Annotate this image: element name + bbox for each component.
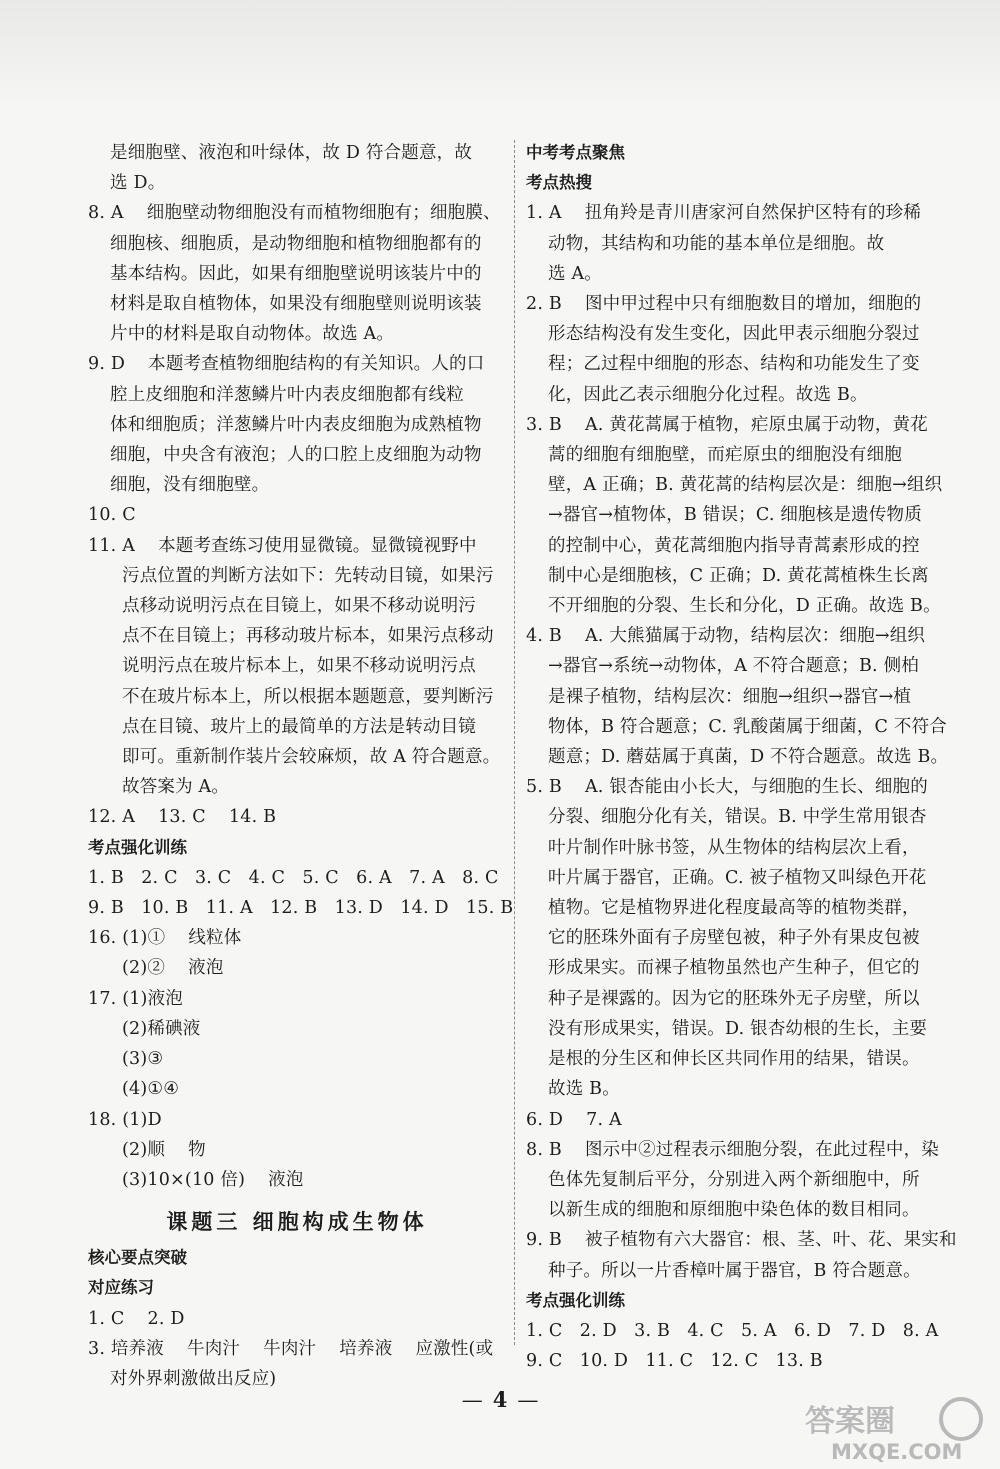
answer-line: 16. (1)① 线粒体 <box>88 928 242 949</box>
answer-line: 壁，A 正确；B. 黄花蒿的结构层次是：细胞→组织 <box>548 475 943 496</box>
section-heading: 考点强化训练 <box>526 1290 625 1310</box>
answer-line: 基本结构。因此，如果有细胞壁说明该装片中的 <box>110 263 482 284</box>
answer-line: 4. B A. 大熊猫属于动物，结构层次：细胞→组织 <box>526 626 926 647</box>
answer-line: 污点位置的判断方法如下：先转动目镜，如果污 <box>122 565 494 586</box>
watermark-logo <box>801 1395 986 1463</box>
answer-line: 种子是裸露的。因为它的胚珠外无子房壁，所以 <box>548 988 920 1009</box>
answer-line: 没有形成果实，错误。D. 银杏幼根的生长，主要 <box>548 1018 928 1039</box>
answer-line: →器官→植物体，B 错误；C. 细胞核是遗传物质 <box>548 505 922 526</box>
answer-line: 9. B 被子植物有六大器官：根、茎、叶、花、果实和 <box>526 1230 957 1251</box>
answer-line: 18. (1)D <box>88 1109 162 1130</box>
answer-line: (3)10×(10 倍) 液泡 <box>122 1169 304 1190</box>
answer-line: 对外界刺激做出反应) <box>110 1368 277 1389</box>
answer-line: 细胞核、细胞质，是动物细胞和植物细胞都有的 <box>110 233 482 254</box>
answer-line: (3)③ <box>122 1049 164 1070</box>
answer-line: 3. 培养液 牛肉汁 牛肉汁 培养液 应激性(或 <box>88 1338 494 1359</box>
answer-line: 6. D 7. A <box>526 1109 622 1130</box>
right-column <box>526 138 957 1376</box>
answer-line: 形成果实。而裸子植物虽然也产生种子，但它的 <box>548 958 920 979</box>
answer-line: 程；乙过程中细胞的形态、结构和功能发生了变 <box>548 354 920 375</box>
watermark-url: MXQE.COM <box>831 1440 963 1463</box>
answer-line: 种子。所以一片香樟叶属于器官，B 符合题意。 <box>548 1260 921 1281</box>
answer-line: →器官→系统→动物体，A 不符合题意；B. 侧柏 <box>548 656 919 677</box>
answer-line: 植物。它是植物界进化程度最高等的植物类群， <box>548 898 920 919</box>
answer-line: 是根的分生区和伸长区共同作用的结果，错误。 <box>548 1049 920 1070</box>
answer-line: 9. D 本题考查植物细胞结构的有关知识。人的口 <box>88 354 485 375</box>
answer-line: 1. B 2. C 3. C 4. C 5. C 6. A 7. A 8. C <box>88 867 499 888</box>
answer-line: 不开细胞的分裂、生长和分化，D 正确。故选 B。 <box>548 596 941 617</box>
answer-line: 10. C <box>88 505 136 526</box>
answer-line: 题意；D. 蘑菇属于真菌，D 不符合题意。故选 B。 <box>548 747 949 768</box>
left-column <box>88 138 514 1394</box>
answer-line: 细胞，没有细胞壁。 <box>110 475 270 496</box>
answer-line: 17. (1)液泡 <box>88 988 183 1009</box>
watermark-seal <box>941 1399 981 1439</box>
answer-line: 片中的材料是取自动物体。故选 A。 <box>110 324 395 345</box>
answer-line: 材料是取自植物体，如果没有细胞壁则说明该装 <box>110 294 482 315</box>
answer-line: 1. A 扭角羚是青川唐家河自然保护区特有的珍稀 <box>526 203 922 224</box>
answer-line: 分裂、细胞分化有关，错误。B. 中学生常用银杏 <box>548 807 927 828</box>
answer-line: 12. A 13. C 14. B <box>88 807 277 828</box>
answer-line: (2)稀碘液 <box>122 1018 201 1039</box>
answer-line: 5. B A. 银杏能由小长大，与细胞的生长、细胞的 <box>526 777 928 798</box>
answer-line: 不在玻片标本上，所以根据本题题意，要判断污 <box>122 686 494 707</box>
answer-line: 8. B 图示中②过程表示细胞分裂，在此过程中，染 <box>526 1139 939 1160</box>
answer-line: 制中心是细胞核，C 正确；D. 黄花蒿植株生长离 <box>548 565 929 586</box>
section-heading: 核心要点突破 <box>88 1248 187 1268</box>
answer-line: (4)①④ <box>122 1079 180 1100</box>
answer-line: 即可。重新制作装片会较麻烦，故 A 符合题意。 <box>122 747 501 768</box>
answer-line: 1. C 2. D <box>88 1308 185 1329</box>
answer-line: 1. C 2. D 3. B 4. C 5. A 6. D 7. D 8. A <box>526 1320 939 1341</box>
answer-line: 3. B A. 黄花蒿属于植物，疟原虫属于动物，黄花 <box>526 414 928 435</box>
answer-line: 故选 B。 <box>548 1079 620 1100</box>
answer-line: 物体，B 符合题意；C. 乳酸菌属于细菌，C 不符合 <box>548 716 947 737</box>
page-number: 4 <box>492 1387 508 1412</box>
answer-line: 11. A 本题考查练习使用显微镜。显微镜视野中 <box>88 535 477 556</box>
answer-line: 腔上皮细胞和洋葱鳞片叶内表皮细胞都有线粒 <box>110 384 464 405</box>
answer-line: 8. A 细胞壁动物细胞没有而植物细胞有；细胞膜、 <box>88 203 501 224</box>
answer-line: 它的胚珠外面有子房壁包被，种子外有果皮包被 <box>548 928 920 949</box>
answer-line: 是裸子植物，结构层次：细胞→组织→器官→植 <box>548 686 912 707</box>
answer-line: 选 A。 <box>548 263 603 284</box>
answer-line: 叶片制作叶脉书签，从生物体的结构层次上看， <box>548 837 920 858</box>
answer-line: 以新生成的细胞和原细胞中染色体的数目相同。 <box>548 1200 920 1221</box>
page-top-shade <box>0 0 1000 110</box>
section-heading: 中考考点聚焦 <box>526 143 625 162</box>
answer-line: 蒿的细胞有细胞壁，而疟原虫的细胞没有细胞 <box>548 445 902 466</box>
answer-line: 色体先复制后平分，分别进入两个新细胞中，所 <box>548 1169 920 1190</box>
answer-line: 2. B 图中甲过程中只有细胞数目的增加，细胞的 <box>526 294 922 315</box>
answer-line: (2)② 液泡 <box>122 958 224 979</box>
answer-line: 体和细胞质；洋葱鳞片叶内表皮细胞为成熟植物 <box>110 414 482 435</box>
section-heading: 考点热搜 <box>526 173 592 193</box>
section-heading: 对应练习 <box>88 1278 154 1298</box>
answer-line: 是细胞壁、液泡和叶绿体，故 D 符合题意，故 <box>110 143 473 163</box>
answer-line: 9. C 10. D 11. C 12. C 13. B <box>526 1351 823 1372</box>
column-divider <box>514 140 515 1345</box>
answer-line: 化，因此乙表示细胞分化过程。故选 B。 <box>548 384 868 405</box>
answer-line: 点在目镜、玻片上的最简单的方法是转动目镜 <box>122 716 476 737</box>
answer-line: 说明污点在玻片标本上，如果不移动说明污点 <box>122 656 476 677</box>
answer-line: 动物，其结构和功能的基本单位是细胞。故 <box>548 233 885 254</box>
answer-line: (2)顺 物 <box>122 1139 206 1160</box>
page-number-footer: — 4 — <box>461 1387 539 1412</box>
answer-line: 的控制中心，黄花蒿细胞内指导青蒿素形成的控 <box>548 535 920 556</box>
answer-line: 点移动说明污点在目镜上，如果不移动说明污 <box>122 596 476 617</box>
lesson-title: 课题三 细胞构成生物体 <box>166 1210 428 1235</box>
section-heading: 考点强化训练 <box>88 837 187 857</box>
answer-line: 选 D。 <box>110 173 166 194</box>
watermark-brand: 答案圈 <box>805 1404 895 1439</box>
answer-line: 细胞，中央含有液泡；人的口腔上皮细胞为动物 <box>110 445 482 466</box>
answer-line: 叶片属于器官，正确。C. 被子植物又叫绿色开花 <box>548 867 927 888</box>
answer-line: 形态结构没有发生变化，因此甲表示细胞分裂过 <box>548 324 920 345</box>
answer-line: 点不在目镜上；再移动玻片标本，如果污点移动 <box>122 626 494 647</box>
answer-line: 9. B 10. B 11. A 12. B 13. D 14. D 15. B <box>88 898 514 919</box>
answer-line: 故答案为 A。 <box>122 777 230 798</box>
